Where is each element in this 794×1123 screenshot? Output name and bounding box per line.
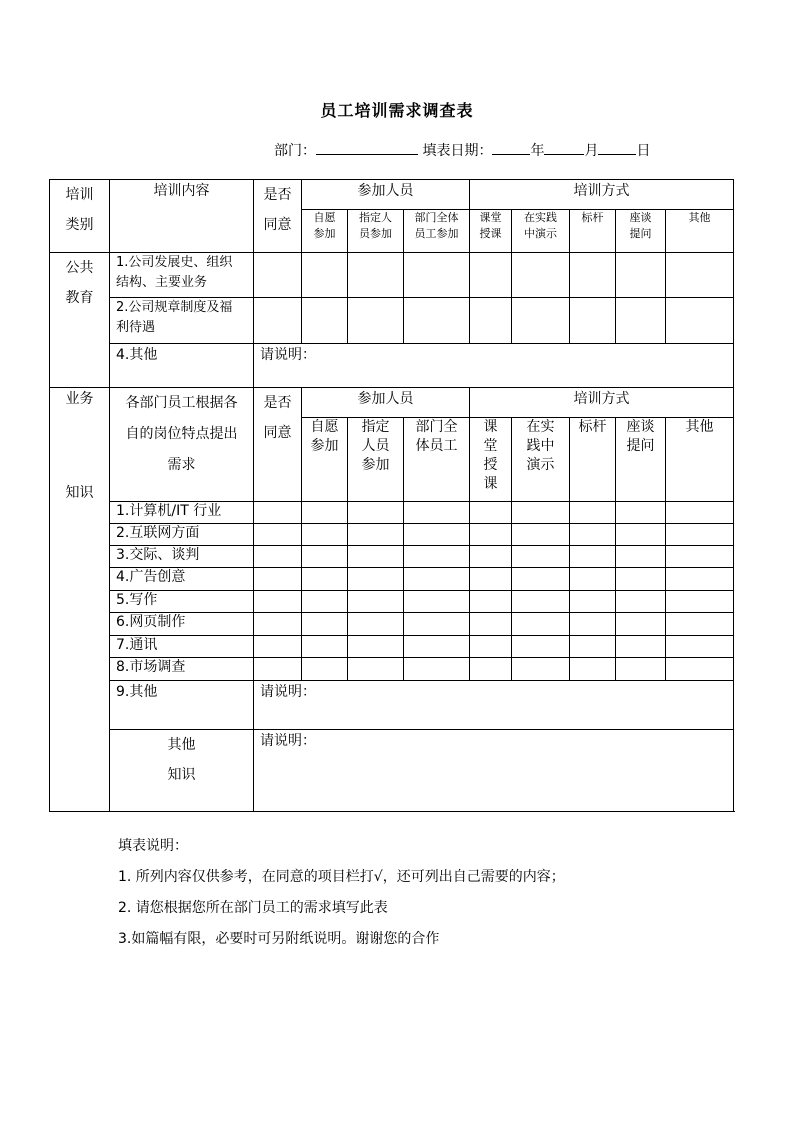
form-title: 员工培训需求调查表 [320, 101, 474, 120]
check-cell[interactable] [666, 524, 734, 546]
check-cell[interactable] [470, 524, 512, 546]
bm-col-other: 其他 [666, 418, 734, 502]
check-cell[interactable] [616, 613, 666, 636]
check-cell[interactable] [404, 636, 470, 658]
check-cell[interactable] [254, 253, 302, 298]
bp-col-voluntary: 自愿 参加 [302, 418, 348, 502]
check-cell[interactable] [570, 658, 616, 681]
business-explain-field[interactable]: 请说明： [254, 681, 734, 730]
check-cell[interactable] [512, 524, 570, 546]
check-cell[interactable] [302, 591, 348, 613]
year-field[interactable] [492, 141, 530, 155]
check-cell[interactable] [404, 658, 470, 681]
check-cell[interactable] [348, 253, 404, 298]
check-cell[interactable] [570, 298, 616, 344]
category-public: 公共 教育 [50, 253, 110, 388]
category-header: 培训 类别 [50, 180, 110, 253]
business-item: 7.通讯 [110, 636, 254, 658]
check-cell[interactable] [666, 546, 734, 568]
month-field[interactable] [544, 141, 584, 155]
m-col-discussion: 座谈 提问 [616, 210, 666, 253]
notes-heading: 填表说明： [118, 838, 188, 854]
check-cell[interactable] [512, 591, 570, 613]
agree-header: 是否 同意 [254, 180, 302, 253]
notes-line: 2. 请您根据您所在部门员工的需求填写此表 [118, 900, 388, 916]
business-agree-header: 是否 同意 [254, 388, 302, 502]
check-cell[interactable] [348, 524, 404, 546]
check-cell[interactable] [302, 613, 348, 636]
check-cell[interactable] [616, 298, 666, 344]
check-cell[interactable] [348, 298, 404, 344]
month-label: 月 [584, 143, 599, 159]
check-cell[interactable] [666, 658, 734, 681]
method-header: 培训方式 [470, 180, 734, 210]
check-cell[interactable] [666, 253, 734, 298]
check-cell[interactable] [470, 636, 512, 658]
check-cell[interactable] [254, 524, 302, 546]
business-item: 5.写作 [110, 591, 254, 613]
m-col-other: 其他 [666, 210, 734, 253]
check-cell[interactable] [302, 502, 348, 524]
check-cell[interactable] [570, 546, 616, 568]
check-cell[interactable] [512, 568, 570, 591]
check-cell[interactable] [404, 298, 470, 344]
business-item: 2.互联网方面 [110, 524, 254, 546]
business-item: 8.市场调查 [110, 658, 254, 681]
check-cell[interactable] [616, 546, 666, 568]
check-cell[interactable] [254, 591, 302, 613]
business-item: 1.计算机/IT 行业 [110, 502, 254, 524]
other-explain-field[interactable]: 请说明： [254, 730, 734, 812]
check-cell[interactable] [570, 524, 616, 546]
bm-col-practice: 在实 践中 演示 [512, 418, 570, 502]
category-business-bottom: 知识 [65, 485, 94, 501]
check-cell[interactable] [302, 253, 348, 298]
form-meta [274, 140, 650, 160]
bm-col-classroom: 课 堂 授 课 [470, 418, 512, 502]
check-cell[interactable] [404, 613, 470, 636]
participants-header: 参加人员 [302, 180, 470, 210]
business-other: 9.其他 [110, 681, 254, 730]
check-cell[interactable] [616, 591, 666, 613]
public-item: 1.公司发展史、组织 结构、主要业务 [110, 253, 254, 298]
check-cell[interactable] [348, 568, 404, 591]
check-cell[interactable] [512, 298, 570, 344]
check-cell[interactable] [512, 636, 570, 658]
category-business [50, 388, 110, 812]
day-field[interactable] [598, 141, 636, 155]
check-cell[interactable] [470, 568, 512, 591]
check-cell[interactable] [302, 524, 348, 546]
notes-line: 1. 所列内容仅供参考，在同意的项目栏打√，还可列出自己需要的内容； [118, 869, 565, 885]
check-cell[interactable] [404, 253, 470, 298]
check-cell[interactable] [470, 502, 512, 524]
check-cell[interactable] [404, 546, 470, 568]
check-cell[interactable] [470, 253, 512, 298]
check-cell[interactable] [470, 658, 512, 681]
check-cell[interactable] [570, 568, 616, 591]
p-col-assigned: 指定人 员参加 [348, 210, 404, 253]
check-cell[interactable] [470, 591, 512, 613]
check-cell[interactable] [616, 568, 666, 591]
check-cell[interactable] [302, 568, 348, 591]
check-cell[interactable] [512, 502, 570, 524]
check-cell[interactable] [254, 658, 302, 681]
check-cell[interactable] [302, 546, 348, 568]
check-cell[interactable] [616, 636, 666, 658]
m-col-practice: 在实践 中演示 [512, 210, 570, 253]
notes-line: 3.如篇幅有限，必要时可另附纸说明。谢谢您的合作 [118, 931, 440, 947]
survey-table [49, 179, 734, 812]
check-cell[interactable] [302, 658, 348, 681]
business-method-header: 培训方式 [470, 388, 734, 418]
check-cell[interactable] [570, 502, 616, 524]
check-cell[interactable] [616, 524, 666, 546]
check-cell[interactable] [570, 591, 616, 613]
check-cell[interactable] [570, 636, 616, 658]
check-cell[interactable] [348, 636, 404, 658]
content-header: 培训内容 [110, 180, 254, 253]
check-cell[interactable] [404, 524, 470, 546]
check-cell[interactable] [254, 568, 302, 591]
check-cell[interactable] [302, 298, 348, 344]
check-cell[interactable] [470, 298, 512, 344]
date-label: 填表日期： [422, 143, 493, 159]
check-cell[interactable] [512, 613, 570, 636]
check-cell[interactable] [348, 546, 404, 568]
p-col-all-dept: 部门全体 员工参加 [404, 210, 470, 253]
check-cell[interactable] [254, 298, 302, 344]
check-cell[interactable] [254, 636, 302, 658]
check-cell[interactable] [512, 658, 570, 681]
check-cell[interactable] [570, 253, 616, 298]
check-cell[interactable] [512, 546, 570, 568]
check-cell[interactable] [470, 613, 512, 636]
business-participants-header: 参加人员 [302, 388, 470, 418]
check-cell[interactable] [666, 613, 734, 636]
business-item: 4.广告创意 [110, 568, 254, 591]
check-cell[interactable] [666, 502, 734, 524]
p-col-voluntary: 自愿 参加 [302, 210, 348, 253]
bp-col-all-dept: 部门全 体员工 [404, 418, 470, 502]
check-cell[interactable] [470, 546, 512, 568]
check-cell[interactable] [302, 636, 348, 658]
dept-field[interactable] [316, 141, 418, 155]
check-cell[interactable] [254, 502, 302, 524]
check-cell[interactable] [666, 568, 734, 591]
bm-col-benchmark: 标杆 [570, 418, 616, 502]
check-cell[interactable] [348, 591, 404, 613]
category-business-top: 业务 [65, 391, 94, 407]
dept-label: 部门： [274, 143, 316, 159]
public-item: 2.公司规章制度及福 利待遇 [110, 298, 254, 344]
check-cell[interactable] [254, 613, 302, 636]
notes [118, 836, 565, 960]
check-cell[interactable] [254, 546, 302, 568]
check-cell[interactable] [666, 298, 734, 344]
check-cell[interactable] [616, 658, 666, 681]
check-cell[interactable] [616, 253, 666, 298]
check-cell[interactable] [404, 568, 470, 591]
check-cell[interactable] [348, 658, 404, 681]
category-other: 其他 知识 [110, 730, 254, 812]
check-cell[interactable] [512, 253, 570, 298]
check-cell[interactable] [404, 502, 470, 524]
business-item: 3.交际、谈判 [110, 546, 254, 568]
year-label: 年 [530, 143, 545, 159]
bp-col-assigned: 指定 人员 参加 [348, 418, 404, 502]
bm-col-discussion: 座谈 提问 [616, 418, 666, 502]
business-content-header: 各部门员工根据各 自的岗位特点提出 需求 [110, 388, 254, 502]
public-explain-field[interactable]: 请说明： [254, 344, 734, 388]
check-cell[interactable] [570, 613, 616, 636]
check-cell[interactable] [666, 636, 734, 658]
day-label: 日 [636, 143, 651, 159]
check-cell[interactable] [616, 502, 666, 524]
check-cell[interactable] [666, 591, 734, 613]
check-cell[interactable] [348, 613, 404, 636]
m-col-benchmark: 标杆 [570, 210, 616, 253]
check-cell[interactable] [348, 502, 404, 524]
m-col-classroom: 课堂 授课 [470, 210, 512, 253]
check-cell[interactable] [404, 591, 470, 613]
business-item: 6.网页制作 [110, 613, 254, 636]
public-other: 4.其他 [110, 344, 254, 388]
